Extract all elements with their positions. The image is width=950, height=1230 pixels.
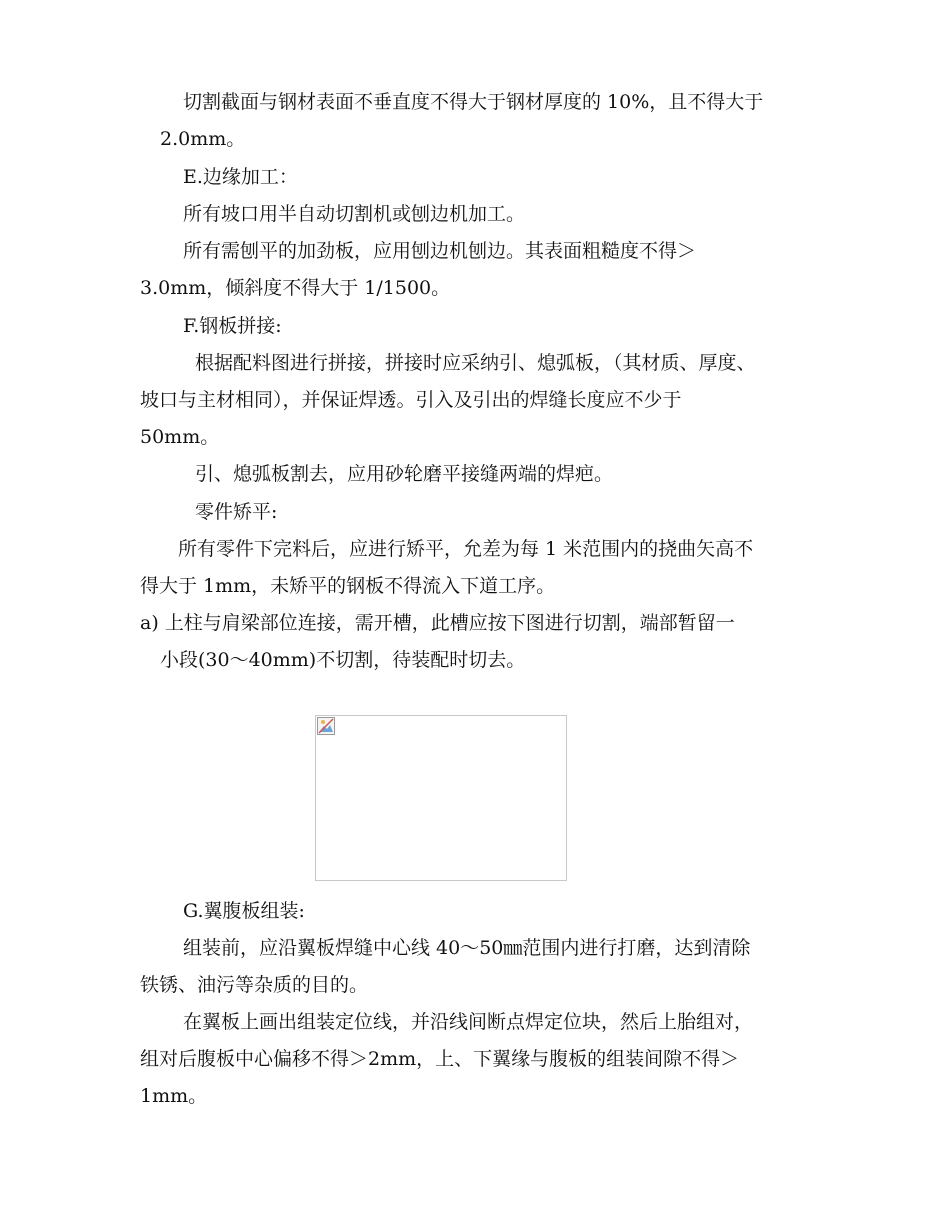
paragraph-line: 所有需刨平的加劲板，应用刨边机刨边。其表面粗糙度不得＞ — [183, 240, 697, 262]
paragraph-line: 根据配料图进行拼接，拼接时应采纳引、熄弧板，（其材质、厚度、 — [195, 352, 756, 374]
section-heading-f: F.钢板拼接: — [183, 315, 282, 337]
paragraph-line: 得大于 1mm，未矫平的钢板不得流入下道工序。 — [140, 575, 556, 597]
paragraph-line: 所有坡口用半自动切割机或刨边机加工。 — [183, 203, 526, 225]
paragraph-line: 铁锈、油污等杂质的目的。 — [140, 974, 369, 996]
paragraph-line: 组对后腹板中心偏移不得＞2mm，上、下翼缘与腹板的组装间隙不得＞ — [140, 1048, 740, 1070]
paragraph-line: 50mm。 — [140, 426, 220, 448]
paragraph-line: 小段(30～40mm)不切割，待装配时切去。 — [160, 649, 526, 671]
section-heading-g: G.翼腹板组装: — [183, 900, 305, 922]
paragraph-line: 3.0mm，倾斜度不得大于 1/1500。 — [140, 277, 451, 299]
section-heading-e: E.边缘加工： — [183, 166, 298, 188]
paragraph-line: 2.0mm。 — [160, 128, 246, 150]
paragraph-line: 1mm。 — [140, 1085, 208, 1107]
paragraph-line: 组装前，应沿翼板焊缝中心线 40～50㎜范围内进行打磨，达到清除 — [183, 937, 751, 959]
paragraph-line: 所有零件下完料后，应进行矫平，允差为每 1 米范围内的挠曲矢高不 — [178, 538, 754, 560]
broken-image-icon — [317, 717, 335, 735]
paragraph-line: 切割截面与钢材表面不垂直度不得大于钢材厚度的 10%，且不得大于 — [183, 91, 764, 113]
paragraph-line: 在翼板上画出组装定位线，并沿线间断点焊定位块，然后上胎组对， — [183, 1011, 754, 1033]
figure-image — [315, 715, 567, 881]
paragraph-line: 引、熄弧板割去，应用砂轮磨平接缝两端的焊疤。 — [195, 463, 614, 485]
subsection-heading: 零件矫平: — [195, 501, 278, 523]
paragraph-line: 坡口与主材相同），并保证焊透。引入及引出的焊缝长度应不少于 — [140, 389, 682, 411]
list-item-a: a) 上柱与肩梁部位连接，需开槽，此槽应按下图进行切割，端部暂留一 — [140, 612, 735, 634]
